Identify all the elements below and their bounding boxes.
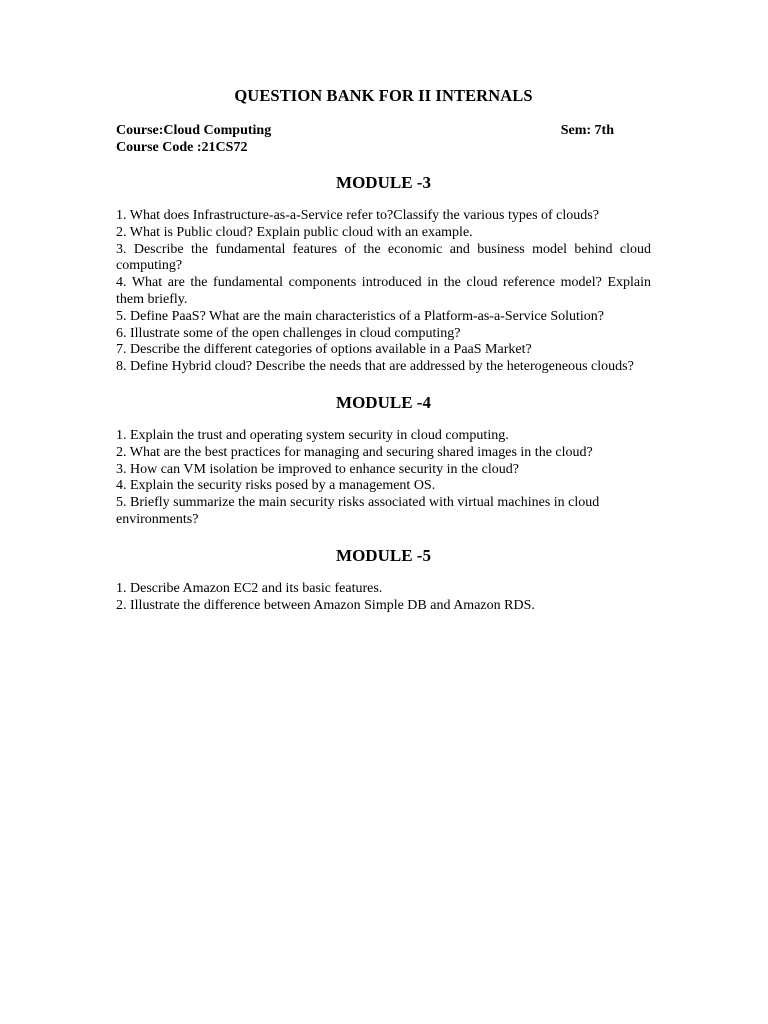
semester: Sem: 7th (560, 123, 614, 138)
document-title: QUESTION BANK FOR II INTERNALS (234, 86, 533, 105)
question-item: 8. Define Hybrid cloud? Describe the needs that are addressed by the heterogeneous clouds? (116, 359, 634, 375)
question-item: 4. What are the fundamental components introduced in the cloud reference model? Explain them briefly. (116, 275, 651, 307)
question-list (116, 208, 651, 376)
question-item: 1. Describe Amazon EC2 and its basic features. (116, 580, 383, 596)
module-heading: MODULE -5 (336, 545, 431, 565)
question-item: 4. Explain the security risks posed by a management OS. (116, 478, 436, 494)
course-row (116, 122, 651, 139)
question-item: 1. What does Infrastructure-as-a-Service refer to?Classify the various types of clouds? (116, 208, 599, 223)
question-item: 3. Describe the fundamental features of the economic and business model behind cloud computing? (116, 241, 651, 274)
question-item: 1. Explain the trust and operating system security in cloud computing. (116, 427, 509, 443)
question-list (116, 581, 651, 615)
question-item: 7. Describe the different categories of options available in a PaaS Market? (116, 342, 532, 358)
question-item: 3. How can VM isolation be improved to enhance security in the cloud? (116, 461, 519, 477)
course-name: Course:Cloud Computing (116, 123, 272, 138)
module-heading: MODULE -3 (336, 173, 431, 192)
course-info (116, 122, 651, 156)
question-item: 2. What is Public cloud? Explain public cloud with an example. (116, 224, 473, 240)
course-code: Course Code :21CS72 (116, 140, 248, 155)
question-item: 5. Define PaaS? What are the main characteristics of a Platform-as-a-Service Solution? (116, 308, 604, 324)
question-list (116, 428, 651, 529)
question-bank-document (116, 86, 651, 614)
question-item: 6. Illustrate some of the open challenges in cloud computing? (116, 325, 461, 341)
module-heading: MODULE -4 (336, 392, 431, 412)
question-item: 5. Briefly summarize the main security risks associated with virtual machines in cloud environments? (116, 495, 600, 527)
question-item: 2. What are the best practices for managing and securing shared images in the cloud? (116, 444, 593, 460)
question-item: 2. Illustrate the difference between Amazon Simple DB and Amazon RDS. (116, 597, 535, 613)
